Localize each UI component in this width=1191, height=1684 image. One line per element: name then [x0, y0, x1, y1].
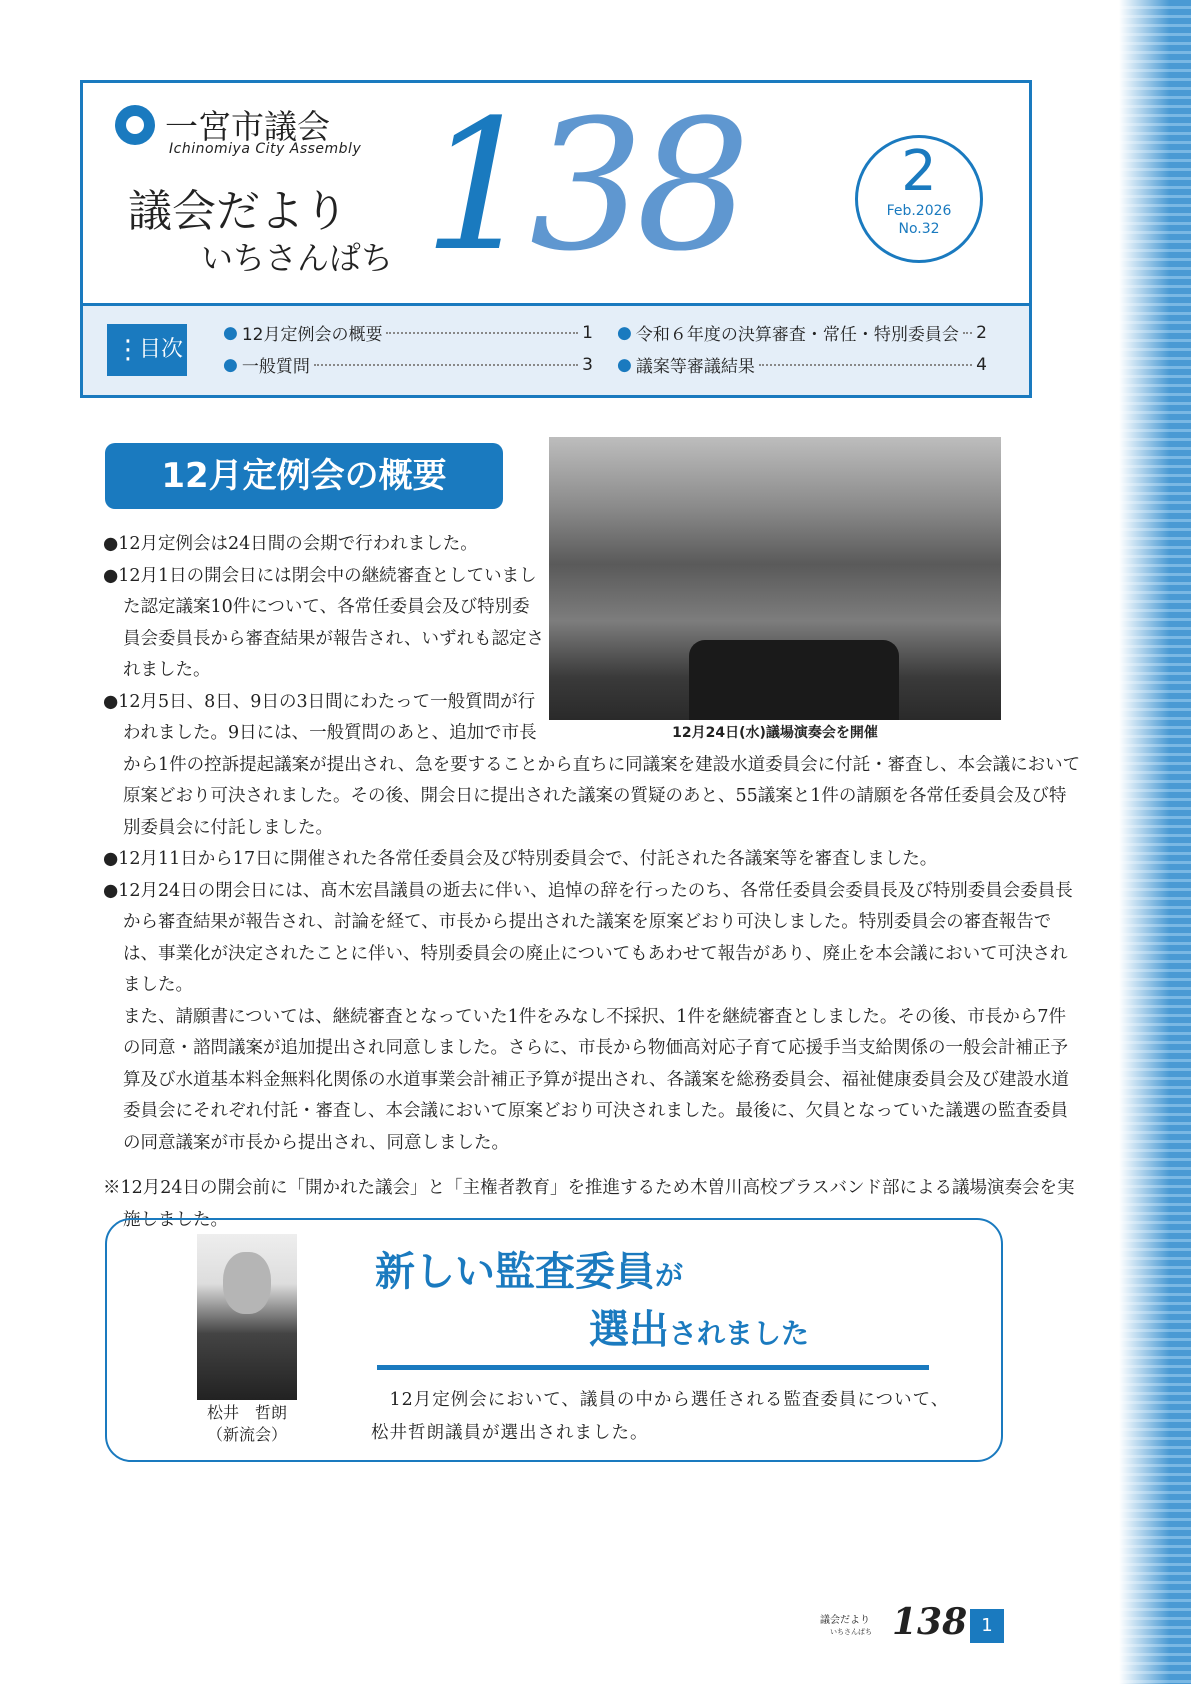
logo-digits-38: 38	[529, 82, 743, 291]
assembly-name: 一宮市議会	[165, 107, 330, 146]
issue-date: Feb.2026	[886, 203, 952, 219]
toc-page: 1	[582, 322, 593, 343]
announcement-heading-line2: 選出されました	[589, 1307, 810, 1353]
page-number: 1	[970, 1609, 1004, 1643]
toc-label: ⋮ 目次	[107, 324, 187, 376]
masthead	[80, 80, 1032, 398]
paragraph: また、請願書については、継続審査となっていた1件をみなし不採択、1件を継続審査としました。その後、市長から7件の同意・諮問議案が追加提出され同意しました。さらに、市長から物価高対応子育て応援手当支給関係の一般会計補正予算及び水道基本料金無料化関係の水道事業会計補正予算が提出され、各議案を総務委員会、福祉健康委員会及び建設水道委員会にそれぞれ付託・審査し、本会議において原案どおり可決されました。最後に、欠員となっていた議選の監査委員の同意議案が市長から提出され、同意しました。	[123, 1006, 1070, 1153]
newsletter-title: 議会だより	[128, 186, 348, 237]
announcement-line: 松井哲朗議員が選出されました。	[371, 1423, 649, 1443]
member-name: 松井 哲朗	[206, 1403, 287, 1422]
logo-138	[423, 82, 743, 291]
section-title: 12月定例会の概要	[105, 443, 503, 509]
toc-page: 2	[976, 322, 987, 343]
announcement-heading-line1: 新しい監査委員が	[375, 1249, 684, 1295]
table-of-contents	[83, 303, 1029, 395]
heading-underline	[377, 1365, 929, 1370]
paragraph: ●12月定例会は24日間の会期で行われました。	[103, 534, 478, 554]
toc-title: 議案等審議結果	[635, 357, 755, 377]
city-emblem-icon	[115, 105, 155, 145]
paragraph: ●12月24日の閉会日には、髙木宏昌議員の逝去に伴い、追悼の辞を行ったのち、各常任委員会委員長及び特別委員会委員長から審査結果が報告され、討論を経て、市長から提出された議案を原案どおり可決しました。特別委員会の審査報告では、事業化が決定されたことに伴い、特別委員会の廃止についてもあわせて報告があり、廃止を本会議において可決されました。	[103, 880, 1073, 995]
footer-title	[820, 1614, 880, 1637]
footer-subtitle-text: いちさんぱち	[830, 1628, 872, 1636]
toc-page: 4	[976, 354, 987, 375]
toc-title: 12月定例会の概要	[241, 325, 383, 345]
announcement-line: 12月定例会において、議員の中から選任される監査委員について、	[371, 1390, 950, 1410]
toc-item[interactable]: ● 12月定例会の概要 1	[223, 320, 593, 345]
article-body	[103, 529, 1081, 1236]
issue-month: 2	[901, 139, 937, 204]
decorative-side-stripe	[1119, 0, 1191, 1684]
footer-title-text: 議会だより	[820, 1615, 870, 1626]
photo-caption: 12月24日(水)議場演奏会を開催	[672, 725, 878, 741]
note: ※12月24日の開会前に「開かれた議会」と「主権者教育」を推進するため木曽川高校ブラスバンド部による議場演奏会を実施しました。	[103, 1178, 1075, 1230]
toc-item[interactable]: ● 一般質問 3	[223, 352, 593, 377]
newsletter-subtitle: いちさんぱち	[201, 239, 394, 277]
issue-number: No.32	[898, 221, 940, 237]
announcement-text	[371, 1384, 949, 1450]
footer-logo-138: 138	[892, 1601, 968, 1643]
toc-title: 令和６年度の決算審査・常任・特別委員会	[635, 325, 959, 345]
paragraph: ●12月1日の開会日には閉会中の継続審査としていました認定議案10件について、各常任委員会及び特別委員会委員長から審査結果が報告され、いずれも認定されました。	[103, 565, 545, 680]
member-party: （新流会）	[206, 1425, 287, 1444]
toc-item[interactable]: ● 議案等審議結果 4	[617, 352, 987, 377]
toc-title: 一般質問	[241, 357, 310, 377]
issue-badge	[855, 135, 983, 263]
toc-item[interactable]: ● 令和６年度の決算審査・常任・特別委員会 2	[617, 320, 987, 345]
logo-digit-1: 1	[423, 82, 530, 291]
paragraph: ●12月11日から17日に開催された各常任委員会及び特別委員会で、付託された各議案等を審査しました。	[103, 849, 938, 869]
member-name-block	[167, 1402, 327, 1446]
paragraph: ●12月5日、8日、9日の3日間にわたって一般質問が行われました。9日には、一般質問のあと、追加で市長から1件の控訴提起議案が提出され、急を要することから直ちに同議案を建設水道委員会に付託・審査し、本会議において原案どおり可決されました。その後、開会日に提出された議案の質疑のあと、55議案と1件の請願を各常任委員会及び特別委員会に付託しました。	[103, 691, 1081, 838]
assembly-name-en: Ichinomiya City Assembly	[169, 141, 362, 157]
member-portrait	[197, 1234, 297, 1400]
auditor-announcement	[105, 1218, 1003, 1462]
toc-page: 3	[582, 354, 593, 375]
